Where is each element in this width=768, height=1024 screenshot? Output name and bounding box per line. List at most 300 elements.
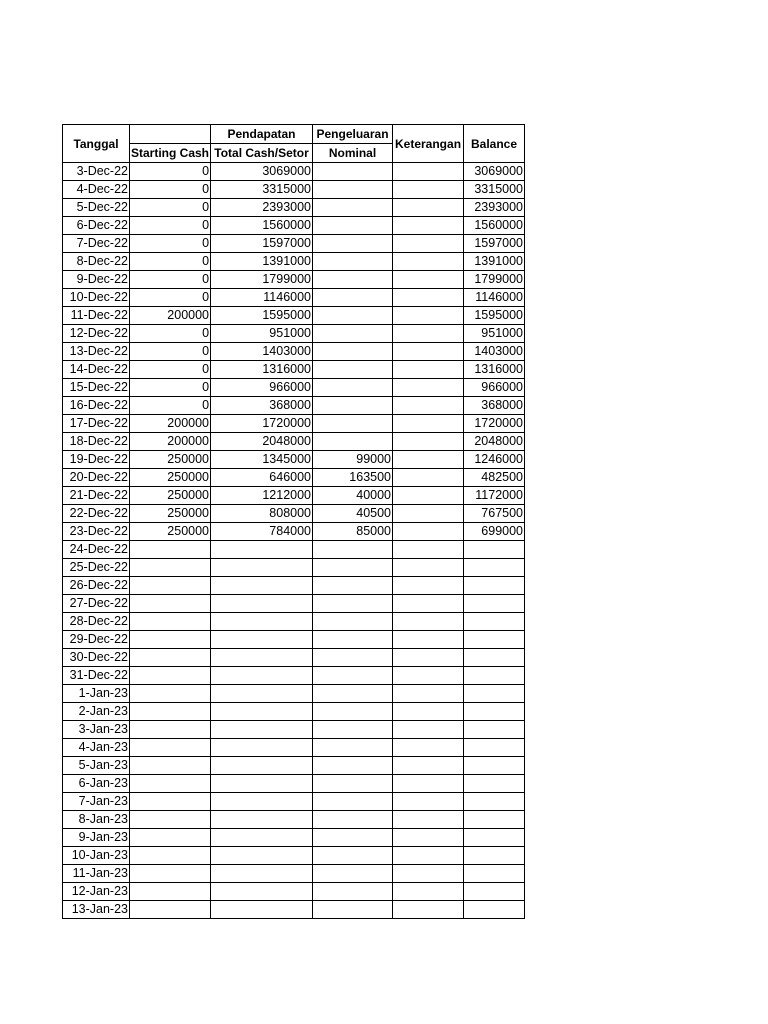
nominal-cell[interactable] bbox=[313, 721, 393, 739]
balance-cell[interactable]: 1560000 bbox=[464, 217, 525, 235]
keterangan-cell[interactable] bbox=[393, 505, 464, 523]
starting-cash-cell[interactable]: 0 bbox=[130, 253, 211, 271]
table-row bbox=[63, 181, 525, 199]
starting-cash-cell[interactable] bbox=[130, 883, 211, 901]
nominal-cell[interactable] bbox=[313, 865, 393, 883]
starting-cash-cell[interactable]: 0 bbox=[130, 343, 211, 361]
keterangan-cell[interactable] bbox=[393, 361, 464, 379]
keterangan-cell[interactable] bbox=[393, 883, 464, 901]
starting-cash-cell[interactable]: 0 bbox=[130, 271, 211, 289]
table-row bbox=[63, 775, 525, 793]
nominal-cell[interactable] bbox=[313, 595, 393, 613]
total-cash-cell[interactable] bbox=[211, 829, 313, 847]
total-cash-cell[interactable]: 2393000 bbox=[211, 199, 313, 217]
balance-cell[interactable]: 2048000 bbox=[464, 433, 525, 451]
keterangan-cell[interactable] bbox=[393, 577, 464, 595]
balance-cell[interactable] bbox=[464, 577, 525, 595]
starting-cash-cell[interactable] bbox=[130, 775, 211, 793]
balance-cell[interactable] bbox=[464, 667, 525, 685]
keterangan-cell[interactable] bbox=[393, 613, 464, 631]
nominal-cell[interactable] bbox=[313, 613, 393, 631]
starting-cash-cell[interactable] bbox=[130, 613, 211, 631]
table-row bbox=[63, 397, 525, 415]
balance-cell[interactable] bbox=[464, 703, 525, 721]
total-cash-cell[interactable]: 951000 bbox=[211, 325, 313, 343]
header-starting-cash[interactable]: Starting Cash bbox=[130, 144, 211, 163]
nominal-cell[interactable] bbox=[313, 343, 393, 361]
starting-cash-cell[interactable]: 250000 bbox=[130, 451, 211, 469]
nominal-cell[interactable] bbox=[313, 775, 393, 793]
date-cell[interactable]: 20-Dec-22 bbox=[63, 469, 130, 487]
date-cell[interactable]: 4-Jan-23 bbox=[63, 739, 130, 757]
keterangan-cell[interactable] bbox=[393, 253, 464, 271]
keterangan-cell[interactable] bbox=[393, 235, 464, 253]
balance-cell[interactable] bbox=[464, 847, 525, 865]
balance-cell[interactable]: 1799000 bbox=[464, 271, 525, 289]
date-cell[interactable]: 23-Dec-22 bbox=[63, 523, 130, 541]
total-cash-cell[interactable]: 3315000 bbox=[211, 181, 313, 199]
balance-cell[interactable]: 1246000 bbox=[464, 451, 525, 469]
total-cash-cell[interactable]: 1403000 bbox=[211, 343, 313, 361]
table-row bbox=[63, 433, 525, 451]
nominal-cell[interactable]: 99000 bbox=[313, 451, 393, 469]
total-cash-cell[interactable] bbox=[211, 541, 313, 559]
keterangan-cell[interactable] bbox=[393, 199, 464, 217]
table-row bbox=[63, 235, 525, 253]
starting-cash-cell[interactable] bbox=[130, 667, 211, 685]
keterangan-cell[interactable] bbox=[393, 685, 464, 703]
balance-cell[interactable]: 1720000 bbox=[464, 415, 525, 433]
starting-cash-cell[interactable]: 0 bbox=[130, 379, 211, 397]
keterangan-cell[interactable] bbox=[393, 775, 464, 793]
table-row bbox=[63, 847, 525, 865]
balance-cell[interactable] bbox=[464, 901, 525, 919]
starting-cash-cell[interactable] bbox=[130, 649, 211, 667]
table-row bbox=[63, 559, 525, 577]
nominal-cell[interactable] bbox=[313, 901, 393, 919]
starting-cash-cell[interactable]: 250000 bbox=[130, 523, 211, 541]
table-row bbox=[63, 343, 525, 361]
balance-cell[interactable] bbox=[464, 739, 525, 757]
balance-cell[interactable]: 3069000 bbox=[464, 163, 525, 181]
balance-cell[interactable] bbox=[464, 793, 525, 811]
balance-cell[interactable]: 1403000 bbox=[464, 343, 525, 361]
date-cell[interactable]: 9-Jan-23 bbox=[63, 829, 130, 847]
keterangan-cell[interactable] bbox=[393, 523, 464, 541]
date-cell[interactable]: 21-Dec-22 bbox=[63, 487, 130, 505]
header-keterangan[interactable]: Keterangan bbox=[393, 125, 464, 163]
starting-cash-cell[interactable]: 0 bbox=[130, 199, 211, 217]
nominal-cell[interactable] bbox=[313, 649, 393, 667]
nominal-cell[interactable] bbox=[313, 577, 393, 595]
keterangan-cell[interactable] bbox=[393, 631, 464, 649]
keterangan-cell[interactable] bbox=[393, 163, 464, 181]
table-row bbox=[63, 811, 525, 829]
nominal-cell[interactable] bbox=[313, 811, 393, 829]
date-cell[interactable]: 31-Dec-22 bbox=[63, 667, 130, 685]
date-cell[interactable]: 13-Jan-23 bbox=[63, 901, 130, 919]
starting-cash-cell[interactable]: 0 bbox=[130, 397, 211, 415]
starting-cash-cell[interactable] bbox=[130, 541, 211, 559]
date-cell[interactable]: 24-Dec-22 bbox=[63, 541, 130, 559]
nominal-cell[interactable]: 40500 bbox=[313, 505, 393, 523]
balance-cell[interactable] bbox=[464, 595, 525, 613]
balance-cell[interactable] bbox=[464, 541, 525, 559]
table-row bbox=[63, 703, 525, 721]
date-cell[interactable]: 5-Dec-22 bbox=[63, 199, 130, 217]
keterangan-cell[interactable] bbox=[393, 739, 464, 757]
total-cash-cell[interactable] bbox=[211, 811, 313, 829]
total-cash-cell[interactable]: 966000 bbox=[211, 379, 313, 397]
header-pendapatan[interactable]: Pendapatan bbox=[211, 125, 313, 144]
total-cash-cell[interactable] bbox=[211, 703, 313, 721]
total-cash-cell[interactable]: 646000 bbox=[211, 469, 313, 487]
table-row bbox=[63, 739, 525, 757]
starting-cash-cell[interactable] bbox=[130, 865, 211, 883]
nominal-cell[interactable] bbox=[313, 703, 393, 721]
total-cash-cell[interactable] bbox=[211, 631, 313, 649]
keterangan-cell[interactable] bbox=[393, 181, 464, 199]
table-row bbox=[63, 271, 525, 289]
table-row bbox=[63, 199, 525, 217]
starting-cash-cell[interactable]: 0 bbox=[130, 163, 211, 181]
table-row bbox=[63, 757, 525, 775]
balance-cell[interactable] bbox=[464, 757, 525, 775]
nominal-cell[interactable] bbox=[313, 829, 393, 847]
date-cell[interactable]: 19-Dec-22 bbox=[63, 451, 130, 469]
starting-cash-cell[interactable]: 0 bbox=[130, 289, 211, 307]
total-cash-cell[interactable] bbox=[211, 739, 313, 757]
table-row bbox=[63, 253, 525, 271]
nominal-cell[interactable]: 40000 bbox=[313, 487, 393, 505]
total-cash-cell[interactable] bbox=[211, 847, 313, 865]
total-cash-cell[interactable]: 1391000 bbox=[211, 253, 313, 271]
table-row bbox=[63, 451, 525, 469]
balance-cell[interactable]: 1391000 bbox=[464, 253, 525, 271]
keterangan-cell[interactable] bbox=[393, 217, 464, 235]
date-cell[interactable]: 10-Dec-22 bbox=[63, 289, 130, 307]
table-row bbox=[63, 469, 525, 487]
table-row bbox=[63, 631, 525, 649]
date-cell[interactable]: 18-Dec-22 bbox=[63, 433, 130, 451]
balance-cell[interactable] bbox=[464, 613, 525, 631]
date-cell[interactable]: 27-Dec-22 bbox=[63, 595, 130, 613]
starting-cash-cell[interactable]: 250000 bbox=[130, 487, 211, 505]
date-cell[interactable]: 12-Dec-22 bbox=[63, 325, 130, 343]
balance-cell[interactable] bbox=[464, 775, 525, 793]
nominal-cell[interactable] bbox=[313, 757, 393, 775]
keterangan-cell[interactable] bbox=[393, 649, 464, 667]
table-row bbox=[63, 613, 525, 631]
total-cash-cell[interactable] bbox=[211, 685, 313, 703]
starting-cash-cell[interactable]: 200000 bbox=[130, 415, 211, 433]
keterangan-cell[interactable] bbox=[393, 757, 464, 775]
date-cell[interactable]: 15-Dec-22 bbox=[63, 379, 130, 397]
starting-cash-cell[interactable] bbox=[130, 559, 211, 577]
keterangan-cell[interactable] bbox=[393, 379, 464, 397]
nominal-cell[interactable]: 85000 bbox=[313, 523, 393, 541]
nominal-cell[interactable] bbox=[313, 217, 393, 235]
nominal-cell[interactable] bbox=[313, 253, 393, 271]
table-row bbox=[63, 415, 525, 433]
balance-cell[interactable] bbox=[464, 685, 525, 703]
date-cell[interactable]: 8-Jan-23 bbox=[63, 811, 130, 829]
table-row bbox=[63, 541, 525, 559]
nominal-cell[interactable] bbox=[313, 883, 393, 901]
starting-cash-cell[interactable] bbox=[130, 739, 211, 757]
starting-cash-cell[interactable] bbox=[130, 829, 211, 847]
total-cash-cell[interactable]: 1146000 bbox=[211, 289, 313, 307]
table-row bbox=[63, 649, 525, 667]
balance-cell[interactable] bbox=[464, 631, 525, 649]
keterangan-cell[interactable] bbox=[393, 829, 464, 847]
keterangan-cell[interactable] bbox=[393, 289, 464, 307]
keterangan-cell[interactable] bbox=[393, 325, 464, 343]
keterangan-cell[interactable] bbox=[393, 343, 464, 361]
date-cell[interactable]: 22-Dec-22 bbox=[63, 505, 130, 523]
nominal-cell[interactable] bbox=[313, 163, 393, 181]
date-cell[interactable]: 5-Jan-23 bbox=[63, 757, 130, 775]
date-cell[interactable]: 3-Jan-23 bbox=[63, 721, 130, 739]
nominal-cell[interactable] bbox=[313, 541, 393, 559]
balance-cell[interactable]: 1172000 bbox=[464, 487, 525, 505]
header-blank[interactable] bbox=[130, 125, 211, 144]
date-cell[interactable]: 10-Jan-23 bbox=[63, 847, 130, 865]
starting-cash-cell[interactable] bbox=[130, 685, 211, 703]
balance-cell[interactable] bbox=[464, 721, 525, 739]
keterangan-cell[interactable] bbox=[393, 397, 464, 415]
nominal-cell[interactable] bbox=[313, 739, 393, 757]
nominal-cell[interactable] bbox=[313, 199, 393, 217]
total-cash-cell[interactable]: 1720000 bbox=[211, 415, 313, 433]
total-cash-cell[interactable] bbox=[211, 793, 313, 811]
date-cell[interactable]: 13-Dec-22 bbox=[63, 343, 130, 361]
keterangan-cell[interactable] bbox=[393, 433, 464, 451]
balance-cell[interactable]: 966000 bbox=[464, 379, 525, 397]
nominal-cell[interactable] bbox=[313, 325, 393, 343]
keterangan-cell[interactable] bbox=[393, 271, 464, 289]
total-cash-cell[interactable]: 1597000 bbox=[211, 235, 313, 253]
total-cash-cell[interactable] bbox=[211, 883, 313, 901]
table-header bbox=[63, 125, 525, 163]
total-cash-cell[interactable]: 1316000 bbox=[211, 361, 313, 379]
header-nominal[interactable]: Nominal bbox=[313, 144, 393, 163]
total-cash-cell[interactable] bbox=[211, 721, 313, 739]
date-cell[interactable]: 6-Dec-22 bbox=[63, 217, 130, 235]
keterangan-cell[interactable] bbox=[393, 451, 464, 469]
date-cell[interactable]: 16-Dec-22 bbox=[63, 397, 130, 415]
nominal-cell[interactable] bbox=[313, 631, 393, 649]
date-cell[interactable]: 11-Jan-23 bbox=[63, 865, 130, 883]
keterangan-cell[interactable] bbox=[393, 487, 464, 505]
keterangan-cell[interactable] bbox=[393, 847, 464, 865]
date-cell[interactable]: 29-Dec-22 bbox=[63, 631, 130, 649]
starting-cash-cell[interactable] bbox=[130, 811, 211, 829]
balance-cell[interactable]: 3315000 bbox=[464, 181, 525, 199]
table-row bbox=[63, 595, 525, 613]
nominal-cell[interactable] bbox=[313, 685, 393, 703]
total-cash-cell[interactable] bbox=[211, 613, 313, 631]
starting-cash-cell[interactable]: 200000 bbox=[130, 433, 211, 451]
table-row bbox=[63, 217, 525, 235]
total-cash-cell[interactable]: 1799000 bbox=[211, 271, 313, 289]
date-cell[interactable]: 8-Dec-22 bbox=[63, 253, 130, 271]
date-cell[interactable]: 25-Dec-22 bbox=[63, 559, 130, 577]
date-cell[interactable]: 26-Dec-22 bbox=[63, 577, 130, 595]
balance-cell[interactable] bbox=[464, 883, 525, 901]
nominal-cell[interactable] bbox=[313, 289, 393, 307]
balance-cell[interactable]: 951000 bbox=[464, 325, 525, 343]
date-cell[interactable]: 6-Jan-23 bbox=[63, 775, 130, 793]
table-row bbox=[63, 901, 525, 919]
keterangan-cell[interactable] bbox=[393, 721, 464, 739]
table-row bbox=[63, 325, 525, 343]
keterangan-cell[interactable] bbox=[393, 469, 464, 487]
nominal-cell[interactable] bbox=[313, 307, 393, 325]
starting-cash-cell[interactable] bbox=[130, 757, 211, 775]
starting-cash-cell[interactable] bbox=[130, 901, 211, 919]
nominal-cell[interactable] bbox=[313, 847, 393, 865]
starting-cash-cell[interactable]: 250000 bbox=[130, 505, 211, 523]
total-cash-cell[interactable] bbox=[211, 577, 313, 595]
cash-ledger-table bbox=[62, 124, 525, 919]
total-cash-cell[interactable]: 784000 bbox=[211, 523, 313, 541]
balance-cell[interactable]: 1316000 bbox=[464, 361, 525, 379]
nominal-cell[interactable] bbox=[313, 415, 393, 433]
table-row bbox=[63, 361, 525, 379]
header-total-cash[interactable]: Total Cash/Setor bbox=[211, 144, 313, 163]
balance-cell[interactable]: 767500 bbox=[464, 505, 525, 523]
starting-cash-cell[interactable] bbox=[130, 721, 211, 739]
keterangan-cell[interactable] bbox=[393, 901, 464, 919]
balance-cell[interactable] bbox=[464, 559, 525, 577]
nominal-cell[interactable] bbox=[313, 235, 393, 253]
balance-cell[interactable]: 1597000 bbox=[464, 235, 525, 253]
starting-cash-cell[interactable] bbox=[130, 793, 211, 811]
table-row bbox=[63, 523, 525, 541]
total-cash-cell[interactable]: 808000 bbox=[211, 505, 313, 523]
starting-cash-cell[interactable]: 0 bbox=[130, 235, 211, 253]
date-cell[interactable]: 7-Jan-23 bbox=[63, 793, 130, 811]
table-row bbox=[63, 379, 525, 397]
keterangan-cell[interactable] bbox=[393, 595, 464, 613]
nominal-cell[interactable] bbox=[313, 379, 393, 397]
keterangan-cell[interactable] bbox=[393, 811, 464, 829]
total-cash-cell[interactable]: 3069000 bbox=[211, 163, 313, 181]
table-row bbox=[63, 667, 525, 685]
total-cash-cell[interactable] bbox=[211, 649, 313, 667]
starting-cash-cell[interactable] bbox=[130, 595, 211, 613]
total-cash-cell[interactable]: 1345000 bbox=[211, 451, 313, 469]
date-cell[interactable]: 7-Dec-22 bbox=[63, 235, 130, 253]
balance-cell[interactable]: 1146000 bbox=[464, 289, 525, 307]
date-cell[interactable]: 11-Dec-22 bbox=[63, 307, 130, 325]
nominal-cell[interactable] bbox=[313, 181, 393, 199]
date-cell[interactable]: 4-Dec-22 bbox=[63, 181, 130, 199]
date-cell[interactable]: 3-Dec-22 bbox=[63, 163, 130, 181]
starting-cash-cell[interactable]: 200000 bbox=[130, 307, 211, 325]
balance-cell[interactable] bbox=[464, 865, 525, 883]
nominal-cell[interactable] bbox=[313, 793, 393, 811]
total-cash-cell[interactable]: 1595000 bbox=[211, 307, 313, 325]
date-cell[interactable]: 9-Dec-22 bbox=[63, 271, 130, 289]
total-cash-cell[interactable] bbox=[211, 865, 313, 883]
date-cell[interactable]: 28-Dec-22 bbox=[63, 613, 130, 631]
starting-cash-cell[interactable] bbox=[130, 631, 211, 649]
table-body bbox=[63, 163, 525, 919]
balance-cell[interactable]: 1595000 bbox=[464, 307, 525, 325]
starting-cash-cell[interactable] bbox=[130, 703, 211, 721]
balance-cell[interactable]: 482500 bbox=[464, 469, 525, 487]
starting-cash-cell[interactable]: 0 bbox=[130, 325, 211, 343]
nominal-cell[interactable] bbox=[313, 361, 393, 379]
table-row bbox=[63, 163, 525, 181]
table-row bbox=[63, 505, 525, 523]
total-cash-cell[interactable]: 1560000 bbox=[211, 217, 313, 235]
nominal-cell[interactable] bbox=[313, 271, 393, 289]
table-row bbox=[63, 577, 525, 595]
starting-cash-cell[interactable]: 250000 bbox=[130, 469, 211, 487]
total-cash-cell[interactable] bbox=[211, 667, 313, 685]
date-cell[interactable]: 1-Jan-23 bbox=[63, 685, 130, 703]
keterangan-cell[interactable] bbox=[393, 415, 464, 433]
table-row bbox=[63, 883, 525, 901]
starting-cash-cell[interactable]: 0 bbox=[130, 361, 211, 379]
balance-cell[interactable]: 699000 bbox=[464, 523, 525, 541]
total-cash-cell[interactable]: 1212000 bbox=[211, 487, 313, 505]
keterangan-cell[interactable] bbox=[393, 703, 464, 721]
date-cell[interactable]: 14-Dec-22 bbox=[63, 361, 130, 379]
nominal-cell[interactable]: 163500 bbox=[313, 469, 393, 487]
total-cash-cell[interactable]: 2048000 bbox=[211, 433, 313, 451]
keterangan-cell[interactable] bbox=[393, 559, 464, 577]
total-cash-cell[interactable] bbox=[211, 559, 313, 577]
date-cell[interactable]: 17-Dec-22 bbox=[63, 415, 130, 433]
keterangan-cell[interactable] bbox=[393, 667, 464, 685]
table-row bbox=[63, 721, 525, 739]
nominal-cell[interactable] bbox=[313, 667, 393, 685]
keterangan-cell[interactable] bbox=[393, 541, 464, 559]
table-row bbox=[63, 829, 525, 847]
nominal-cell[interactable] bbox=[313, 559, 393, 577]
keterangan-cell[interactable] bbox=[393, 307, 464, 325]
total-cash-cell[interactable] bbox=[211, 901, 313, 919]
date-cell[interactable]: 30-Dec-22 bbox=[63, 649, 130, 667]
nominal-cell[interactable] bbox=[313, 433, 393, 451]
balance-cell[interactable]: 368000 bbox=[464, 397, 525, 415]
starting-cash-cell[interactable] bbox=[130, 577, 211, 595]
total-cash-cell[interactable] bbox=[211, 595, 313, 613]
starting-cash-cell[interactable]: 0 bbox=[130, 217, 211, 235]
header-pengeluaran[interactable]: Pengeluaran bbox=[313, 125, 393, 144]
total-cash-cell[interactable] bbox=[211, 775, 313, 793]
date-cell[interactable]: 2-Jan-23 bbox=[63, 703, 130, 721]
balance-cell[interactable] bbox=[464, 649, 525, 667]
nominal-cell[interactable] bbox=[313, 397, 393, 415]
keterangan-cell[interactable] bbox=[393, 865, 464, 883]
starting-cash-cell[interactable]: 0 bbox=[130, 181, 211, 199]
balance-cell[interactable] bbox=[464, 829, 525, 847]
date-cell[interactable]: 12-Jan-23 bbox=[63, 883, 130, 901]
header-tanggal[interactable]: Tanggal bbox=[63, 125, 130, 163]
total-cash-cell[interactable]: 368000 bbox=[211, 397, 313, 415]
balance-cell[interactable] bbox=[464, 811, 525, 829]
total-cash-cell[interactable] bbox=[211, 757, 313, 775]
starting-cash-cell[interactable] bbox=[130, 847, 211, 865]
balance-cell[interactable]: 2393000 bbox=[464, 199, 525, 217]
header-balance[interactable]: Balance bbox=[464, 125, 525, 163]
keterangan-cell[interactable] bbox=[393, 793, 464, 811]
